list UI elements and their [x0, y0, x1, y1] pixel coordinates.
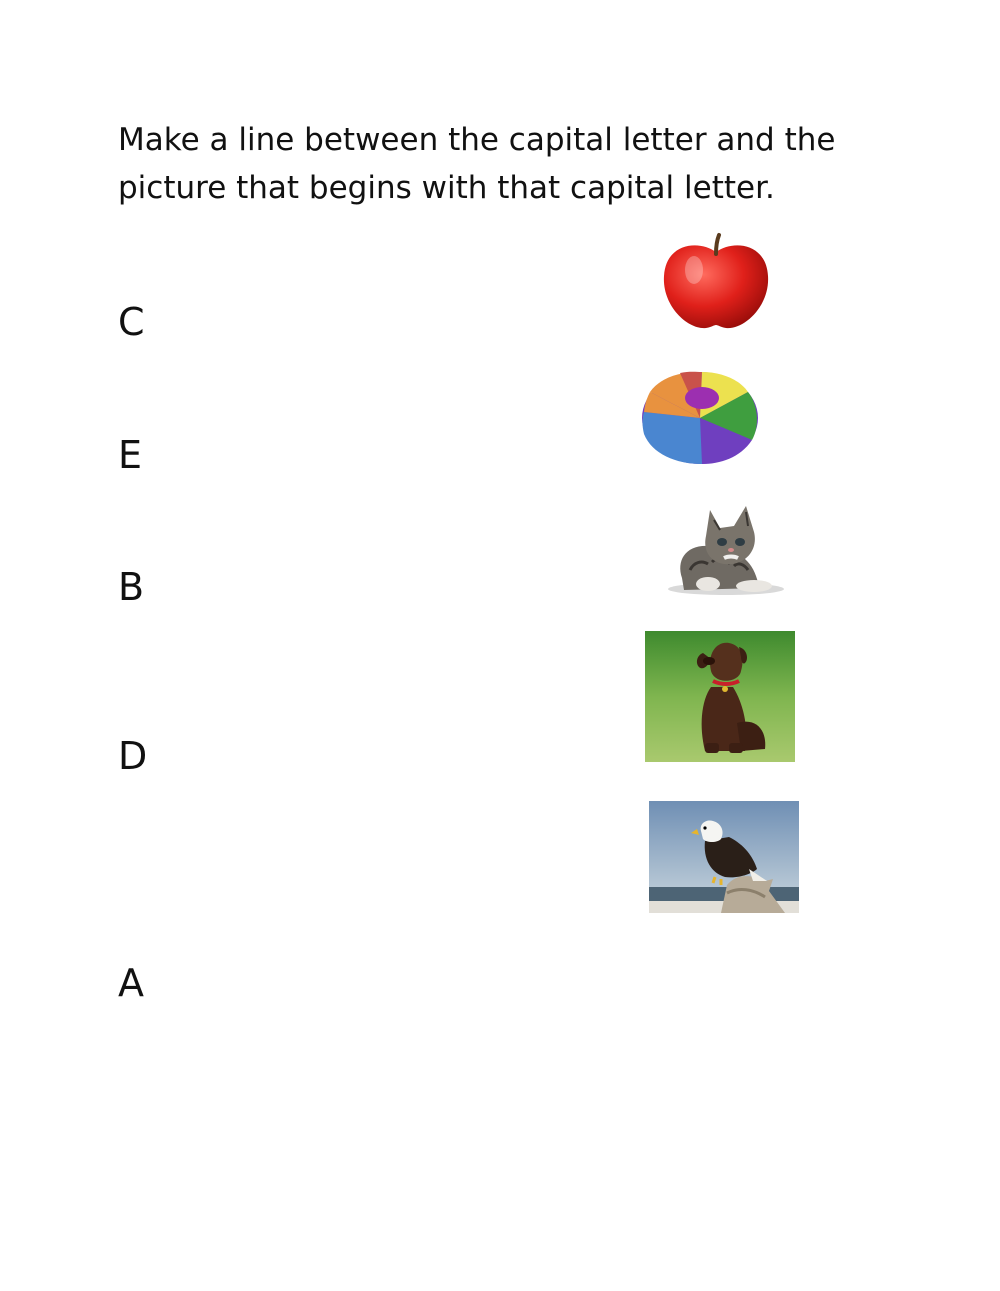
letter-c: C	[118, 300, 145, 344]
letter-b: B	[118, 565, 145, 609]
beach-ball-icon	[640, 370, 760, 466]
letter-e: E	[118, 433, 143, 477]
instructions: Make a line between the capital letter and the picture that begins with that capital letter.	[118, 122, 836, 206]
letter-a: A	[118, 961, 144, 1005]
eagle-icon	[649, 801, 799, 913]
apple-icon	[660, 232, 772, 332]
letter-d: D	[118, 734, 148, 778]
cat-icon	[664, 504, 788, 596]
dog-icon	[645, 631, 795, 762]
